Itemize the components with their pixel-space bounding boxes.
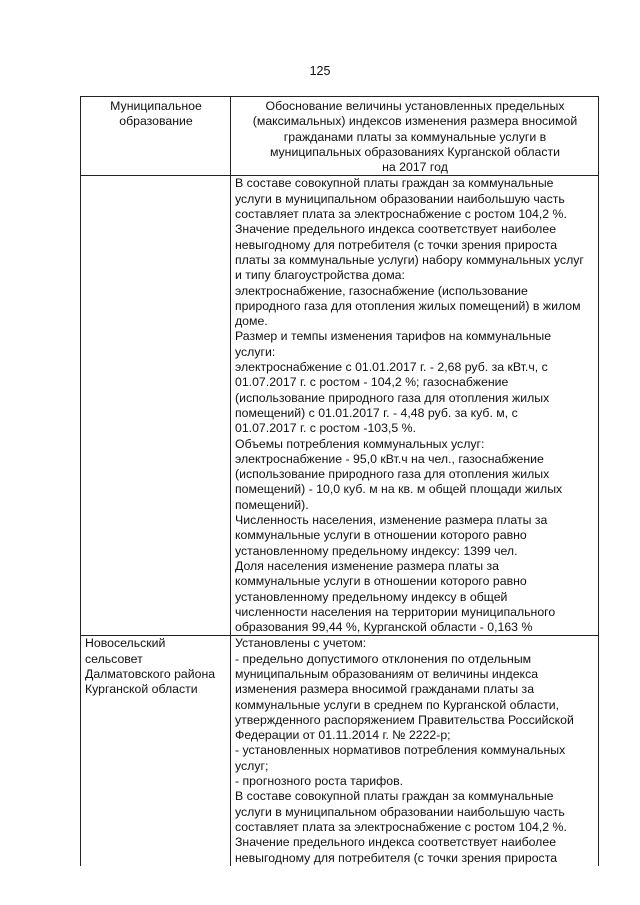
table-row — [81, 176, 599, 636]
municipality-line: Курганской области — [85, 682, 198, 697]
justification-line: утвержденного распоряжением Правительства Российской — [235, 712, 574, 727]
justification-line: образования 99,44 %, Курганской области - 0,163 % — [235, 620, 533, 635]
justification-line: услуги в муниципальном образовании наибольшую часть — [235, 804, 565, 819]
justification-line: муниципальным образованиям от величины индекса — [235, 666, 539, 681]
index-justification-table — [80, 96, 599, 866]
justification-line: электроснабжение - 95,0 кВт.ч на чел., газоснабжение — [235, 451, 544, 466]
justification-line: Установлены с учетом: — [235, 636, 367, 651]
justification-line: Значение предельного индекса соответствует наиболее — [235, 222, 557, 237]
justification-line: Значение предельного индекса соответствует наиболее — [235, 835, 557, 850]
municipality-line: Далматовского района — [85, 666, 216, 681]
justification-line: установленному предельному индексу в общей — [235, 589, 508, 604]
justification-line: установленному предельному индексу: 1399 чел. — [235, 543, 518, 558]
header-municipality-cell — [81, 97, 231, 176]
table-header-row — [81, 97, 599, 176]
header-municipality-line: Муниципальное — [110, 99, 202, 113]
justification-line: помещений) с 01.01.2017 г. - 4,48 руб. за куб. м, с — [235, 405, 518, 420]
justification-line: Доля населения изменение размера платы за — [235, 558, 499, 573]
justification-line: Размер и темпы изменения тарифов на коммунальные — [235, 329, 552, 344]
justification-line: Объемы потребления коммунальных услуг: — [235, 436, 485, 451]
header-justification-cell — [231, 97, 599, 176]
justification-line: помещений) - 10,0 куб. м на кв. м общей площади жилых — [235, 482, 563, 497]
justification-line: В составе совокупной платы граждан за коммунальные — [235, 176, 554, 191]
justification-line: электроснабжение, газоснабжение (использование — [235, 283, 528, 298]
header-justification-line: муниципальных образованиях Курганской области — [269, 144, 561, 159]
justification-line: платы за коммунальные услуги) набору коммунальных услуг — [235, 252, 584, 267]
justification-line: - прогнозного роста тарифов. — [235, 774, 404, 789]
justification-line: природного газа для отопления жилых помещений) в жилом — [235, 298, 581, 313]
header-justification-line: гражданами платы за коммунальные услуги в — [283, 129, 547, 144]
header-justification-line: на 2017 год — [382, 160, 448, 175]
header-municipality-line: образование — [119, 114, 193, 129]
header-justification-line: (максимальных) индексов изменения размера вносимой — [252, 114, 578, 129]
justification-line: Численность населения, изменение размера платы за — [235, 513, 548, 528]
justification-line: В составе совокупной платы граждан за коммунальные — [235, 789, 554, 804]
justification-line: численности населения на территории муниципального — [235, 604, 556, 619]
justification-line: изменения размера вносимой гражданами платы за — [235, 682, 535, 697]
justification-line: электроснабжение с 01.01.2017 г. - 2,68 руб. за кВт.ч, с — [235, 360, 548, 375]
justification-line: услуги: — [235, 344, 276, 359]
justification-line: составляет плата за электроснабжение с ростом 104,2 %. — [235, 207, 567, 222]
justification-line: - предельно допустимого отклонения по отдельным — [235, 651, 532, 666]
header-justification-line: Обоснование величины установленных предельных — [265, 99, 565, 113]
municipality-line: сельсовет — [85, 651, 143, 666]
justification-line: 01.07.2017 г. с ростом - 104,2 %; газоснабжение — [235, 375, 509, 390]
justification-line: коммунальные услуги в отношении которого равно — [235, 574, 527, 589]
justification-line: помещений). — [235, 497, 309, 512]
justification-line: доме. — [235, 314, 268, 329]
municipality-line: Новосельский — [85, 636, 166, 651]
justification-line: невыгодному для потребителя (с точки зрения прироста — [235, 237, 558, 252]
justification-line: невыгодному для потребителя (с точки зрения прироста — [235, 850, 558, 865]
page-number: 125 — [309, 64, 331, 78]
municipality-cell — [81, 176, 231, 636]
justification-line: Федерации от 01.11.2014 г. № 2222-р; — [235, 728, 451, 743]
justification-cell — [231, 636, 599, 866]
justification-line: составляет плата за электроснабжение с ростом 104,2 %. — [235, 819, 567, 834]
justification-line: услуги в муниципальном образовании наибольшую часть — [235, 191, 565, 206]
table-row — [81, 636, 599, 866]
justification-line: (использование природного газа для отопления жилых — [235, 467, 550, 482]
justification-line: коммунальные услуги в отношении которого равно — [235, 528, 527, 543]
justification-line: 01.07.2017 г. с ростом -103,5 %. — [235, 421, 417, 436]
justification-line: услуг; — [235, 758, 269, 773]
justification-line: коммунальные услуги в среднем по Курганской области, — [235, 697, 560, 712]
municipality-cell — [81, 636, 231, 866]
justification-line: - установленных нормативов потребления коммунальных — [235, 743, 566, 758]
justification-cell — [231, 176, 599, 636]
justification-line: и типу благоустройства дома: — [235, 268, 405, 283]
justification-line: (использование природного газа для отопления жилых — [235, 390, 550, 405]
